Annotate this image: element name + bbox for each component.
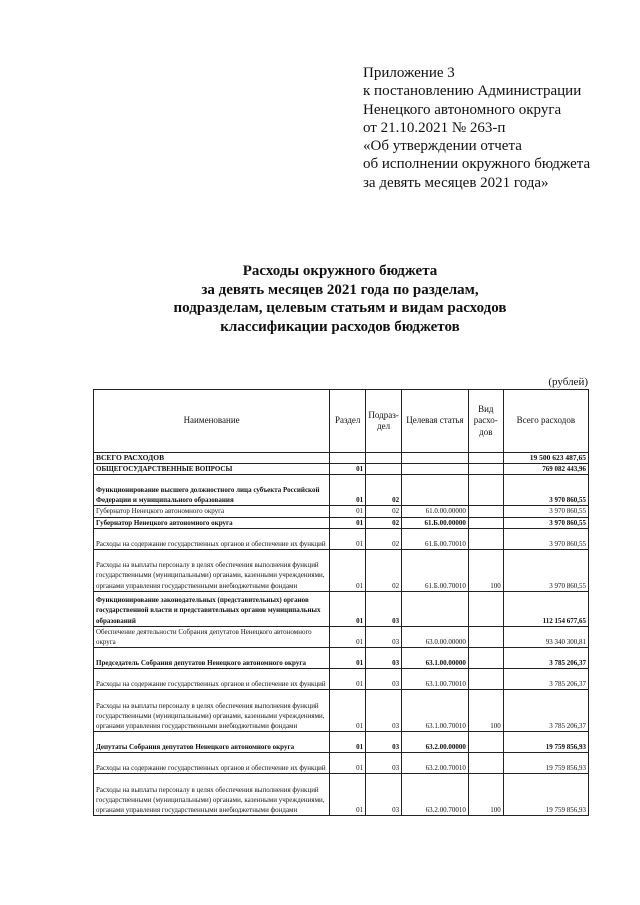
row-section: 01	[330, 732, 366, 753]
row-article: 63.1.00.70010	[402, 669, 469, 690]
appendix-line: за девять месяцев 2021 года»	[363, 174, 549, 191]
row-name: Председатель Собрания депутатов Ненецкого автономного округа	[94, 648, 330, 669]
row-type	[468, 591, 503, 626]
row-name: Расходы на содержание государственных органов и обеспечение их функций	[94, 753, 330, 774]
row-sum: 3 970 860,55	[503, 528, 588, 549]
appendix-line: «Об утверждении отчета	[363, 138, 522, 155]
header-name: Наименование	[94, 390, 330, 453]
row-name: ОБЩЕГОСУДАРСТВЕННЫЕ ВОПРОСЫ	[94, 464, 330, 475]
row-article: 63.2.00.00000	[402, 732, 469, 753]
row-sum: 3 785 206,37	[503, 690, 588, 732]
row-subsection: 03	[366, 591, 402, 626]
row-section: 01	[330, 475, 366, 506]
row-subsection: 03	[366, 648, 402, 669]
row-article: 63.2.00.70010	[402, 774, 469, 816]
row-type	[468, 506, 503, 517]
row-section: 01	[330, 517, 366, 528]
row-type: 100	[468, 549, 503, 591]
row-sum: 19 759 856,93	[503, 774, 588, 816]
table-row	[94, 549, 589, 591]
row-subsection: 03	[366, 774, 402, 816]
appendix-line: Приложение 3	[363, 65, 455, 81]
table-row	[94, 626, 589, 647]
title-line: Расходы окружного бюджета	[242, 263, 438, 279]
row-sum: 112 154 677,65	[503, 591, 588, 626]
row-sum: 3 970 860,55	[503, 475, 588, 506]
row-subsection: 02	[366, 528, 402, 549]
row-section: 01	[330, 626, 366, 647]
row-subsection: 02	[366, 506, 402, 517]
row-section: 01	[330, 591, 366, 626]
table-row	[94, 669, 589, 690]
row-name: Депутаты Собрания депутатов Ненецкого автономного округа	[94, 732, 330, 753]
row-article: 61.0.00.00000	[402, 506, 469, 517]
row-article	[402, 591, 469, 626]
row-name: Расходы на выплаты персоналу в целях обеспечения выполнения функций государственными (муниципальными) органами, казенными учреждениями, органами управления государственными внебюджетными фондами	[94, 690, 330, 732]
row-subsection	[366, 464, 402, 475]
row-section: 01	[330, 464, 366, 475]
row-section: 01	[330, 549, 366, 591]
table-row	[94, 517, 589, 528]
row-subsection: 03	[366, 732, 402, 753]
row-name: Расходы на выплаты персоналу в целях обеспечения выполнения функций государственными (муниципальными) органами, казенными учреждениями, органами управления государственными внебюджетными фондами	[94, 549, 330, 591]
row-sum: 19 500 623 487,65	[503, 453, 588, 464]
row-type	[468, 626, 503, 647]
row-name: Губернатор Ненецкого автономного округа	[94, 517, 330, 528]
table-row	[94, 464, 589, 475]
row-article: 61.Б.00.70010	[402, 549, 469, 591]
row-name: Расходы на выплаты персоналу в целях обеспечения выполнения функций государственными (муниципальными) органами, казенными учреждениями, органами управления государственными внебюджетными фондами	[94, 774, 330, 816]
appendix-line: к постановлению Администрации	[363, 83, 582, 100]
table-row	[94, 774, 589, 816]
header-subsection: Подраз-дел	[366, 390, 402, 453]
appendix-line: Ненецкого автономного округа	[363, 101, 562, 118]
row-subsection: 03	[366, 690, 402, 732]
table-row	[94, 690, 589, 732]
row-sum: 3 970 860,55	[503, 506, 588, 517]
row-name: Функционирование высшего должностного лица субъекта Российской Федерации и муниципального образования	[94, 475, 330, 506]
row-name: Функционирование законодательных (представительных) органов государственной власти и представительных органов муниципальных образований	[94, 591, 330, 626]
title-line: за девять месяцев 2021 года по разделам,	[201, 281, 479, 298]
row-sum: 769 082 443,96	[503, 464, 588, 475]
table-row	[94, 648, 589, 669]
table-row	[94, 453, 589, 464]
row-name: Обеспечение деятельности Собрания депутатов Ненецкого автономного округа	[94, 626, 330, 647]
row-section: 01	[330, 753, 366, 774]
row-type	[468, 464, 503, 475]
header-section: Раздел	[330, 390, 366, 453]
row-section	[330, 453, 366, 464]
row-name: Расходы на содержание государственных органов и обеспечение их функций	[94, 669, 330, 690]
row-article: 63.2.00.70010	[402, 753, 469, 774]
row-subsection: 02	[366, 475, 402, 506]
row-article	[402, 464, 469, 475]
row-type: 100	[468, 774, 503, 816]
document-title	[110, 262, 570, 336]
row-article	[402, 453, 469, 464]
row-subsection: 03	[366, 669, 402, 690]
row-type	[468, 475, 503, 506]
table-row	[94, 591, 589, 626]
table-header-row	[94, 390, 589, 453]
row-type	[468, 517, 503, 528]
row-type	[468, 669, 503, 690]
table-row	[94, 732, 589, 753]
row-sum: 3 785 206,37	[503, 648, 588, 669]
row-name: ВСЕГО РАСХОДОВ	[94, 453, 330, 464]
row-section: 01	[330, 506, 366, 517]
row-name: Расходы на содержание государственных органов и обеспечение их функций	[94, 528, 330, 549]
header-type: Вид расхо-дов	[468, 390, 503, 453]
row-sum: 19 759 856,93	[503, 753, 588, 774]
row-subsection: 02	[366, 549, 402, 591]
row-sum: 19 759 856,93	[503, 732, 588, 753]
row-subsection: 02	[366, 517, 402, 528]
row-section: 01	[330, 774, 366, 816]
row-sum: 93 340 300,81	[503, 626, 588, 647]
row-sum: 3 970 860,55	[503, 549, 588, 591]
title-line: подразделам, целевым статьям и видам расходов	[173, 300, 507, 317]
row-article: 63.1.00.70010	[402, 690, 469, 732]
title-line: классификации расходов бюджетов	[220, 318, 460, 335]
row-section: 01	[330, 648, 366, 669]
row-type: 100	[468, 690, 503, 732]
row-article: 61.Б.00.70010	[402, 528, 469, 549]
row-article	[402, 475, 469, 506]
header-total: Всего расходов	[503, 390, 588, 453]
row-sum: 3 970 860,55	[503, 517, 588, 528]
expenses-table	[93, 389, 589, 816]
row-type	[468, 528, 503, 549]
row-article: 61.Б.00.00000	[402, 517, 469, 528]
row-name: Губернатор Ненецкого автономного округа	[94, 506, 330, 517]
row-section: 01	[330, 690, 366, 732]
row-subsection: 03	[366, 626, 402, 647]
row-section: 01	[330, 528, 366, 549]
row-type	[468, 753, 503, 774]
row-type	[468, 453, 503, 464]
row-sum: 3 785 206,37	[503, 669, 588, 690]
row-subsection: 03	[366, 753, 402, 774]
header-article: Целевая статья	[402, 390, 469, 453]
appendix-line: об исполнении окружного бюджета	[363, 156, 591, 173]
row-article: 63.1.00.00000	[402, 648, 469, 669]
table-row	[94, 506, 589, 517]
row-article: 63.0.00.00000	[402, 626, 469, 647]
appendix-block	[363, 64, 633, 192]
units-label: (рублей)	[548, 376, 588, 388]
table-row	[94, 753, 589, 774]
table-row	[94, 528, 589, 549]
row-subsection	[366, 453, 402, 464]
table-row	[94, 475, 589, 506]
table-body	[94, 453, 589, 816]
row-section: 01	[330, 669, 366, 690]
appendix-line: от 21.10.2021 № 263-п	[363, 119, 506, 136]
row-type	[468, 648, 503, 669]
row-type	[468, 732, 503, 753]
